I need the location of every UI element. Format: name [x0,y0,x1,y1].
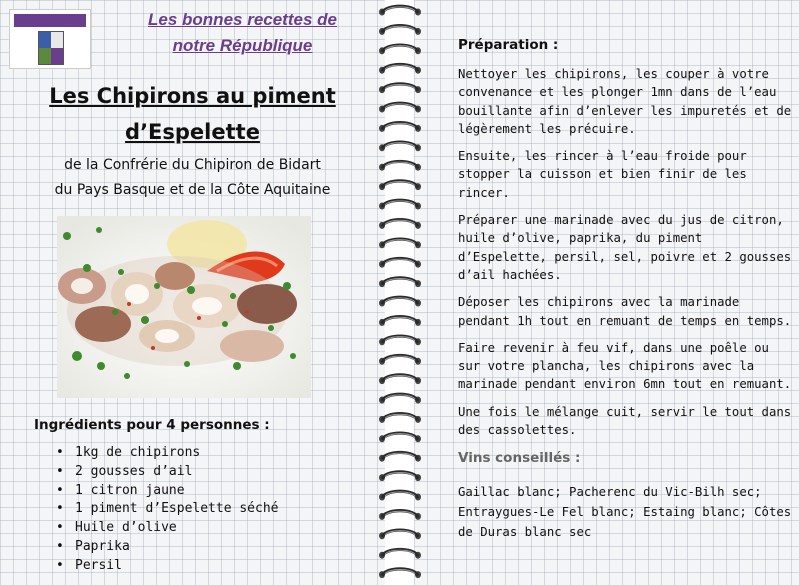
republique-logo-icon [9,9,91,69]
list-item: • 2 gousses d’ail [56,463,279,482]
spiral-ring [379,26,421,35]
spiral-ring [379,433,421,442]
spiral-ring [379,336,421,345]
preparation-title: Préparation : [458,37,559,53]
spiral-ring [379,103,421,112]
spiral-ring [379,258,421,267]
preparation-step: Une fois le mélange cuit, servir le tout dans des cassolettes. [458,404,792,438]
chipirons-dish-photo [57,216,311,398]
preparation-step: Faire revenir à feu vif, dans une poêle ou sur votre plancha, les chipirons avec la marinade pendant environ 6mn tout en remuant. [458,340,792,392]
spiral-ring [379,414,421,423]
spiral-ring [379,394,421,403]
spiral-ring [379,161,421,170]
spiral-ring [379,200,421,209]
spiral-ring [379,472,421,481]
spiral-ring [379,6,421,15]
wines-title: Vins conseillés : [458,450,581,466]
spiral-ring [379,239,421,248]
spiral-ring [379,181,421,190]
recipe-title-line-2: d’Espelette [125,120,260,144]
spiral-ring [379,549,421,558]
spiral-ring [379,142,421,151]
preparation-step: Préparer une marinade avec du jus de citron, huile d’olive, paprika, du piment d’Espelette, persil, sel, poivre et 2 gousses d’ail hachées. [458,213,792,282]
spiral-ring [379,375,421,384]
spiral-ring [379,297,421,306]
list-item: • Persil [56,557,279,576]
preparation-step: Nettoyer les chipirons, les couper à votre convenance et les plonger 1mn dans de l’eau bouillante afin d’enlever les impuretés et de légèrement les précuire. [458,67,792,136]
list-item: • 1kg de chipirons [56,444,279,463]
ingredients-title: Ingrédients pour 4 personnes : [34,417,270,433]
spiral-ring [379,123,421,132]
brand-line-2: notre République [172,36,313,55]
spiral-ring [379,530,421,539]
spiral-ring [379,317,421,326]
spiral-ring [379,491,421,500]
recipe-subtitle-line-1: de la Confrérie du Chipiron de Bidart [64,157,321,173]
preparation-steps [458,65,798,448]
list-item: • Paprika [56,538,279,557]
list-item: • 1 citron jaune [56,482,279,501]
left-page [0,0,385,585]
list-item: • Huile d’olive [56,519,279,538]
spiral-ring [379,45,421,54]
preparation-step: Ensuite, les rincer à l’eau froide pour stopper la cuisson et bien finir de les rincer. [458,149,747,200]
recipe-title-line-1: Les Chipirons au piment [49,84,336,108]
wines-text: Gaillac blanc; Pacherenc du Vic-Bilh sec; Entraygues-Le Fel blanc; Estaing blanc; Côtes de Duras blanc sec [458,485,792,539]
spiral-ring [379,569,421,578]
spiral-ring [379,452,421,461]
notebook-spiral-binding [376,0,424,585]
brand-line-1: Les bonnes recettes de [148,10,337,29]
spiral-ring [379,84,421,93]
spiral-ring [379,511,421,520]
ingredients-list [56,444,279,576]
spiral-ring [379,355,421,364]
list-item: • 1 piment d’Espelette séché [56,500,279,519]
spiral-ring [379,278,421,287]
preparation-step: Déposer les chipirons avec la marinade pendant 1h tout en remuant de temps en temps. [458,295,792,328]
spiral-ring [379,64,421,73]
recipe-subtitle-line-2: du Pays Basque et de la Côte Aquitaine [54,182,331,198]
spiral-ring [379,220,421,229]
